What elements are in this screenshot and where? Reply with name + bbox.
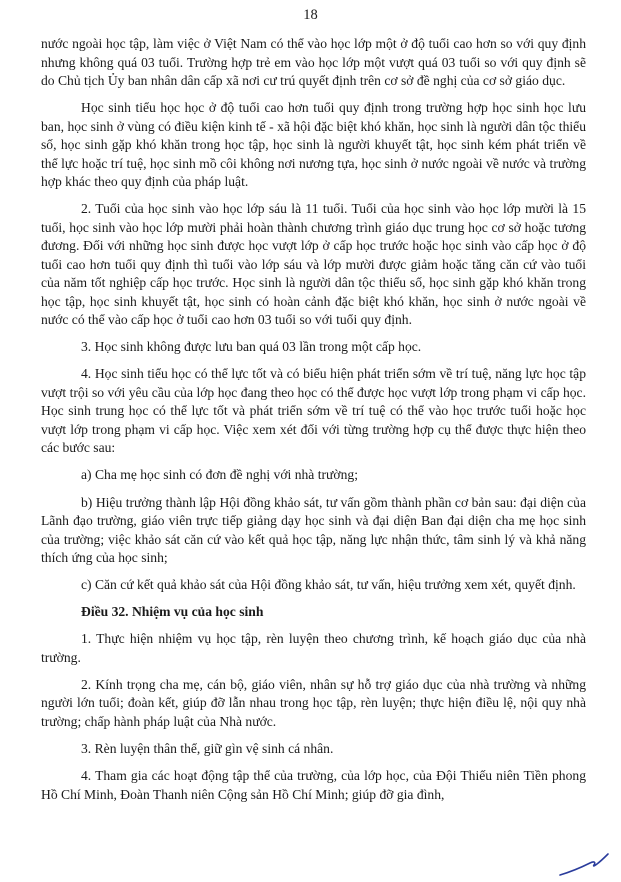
paragraph-continuation: nước ngoài học tập, làm việc ở Việt Nam có thể vào học lớp một ở độ tuổi cao hơn so với quy định nhưng không quá 03 tuổi. Trường hợp trẻ em vào học lớp một vượt quá 03 tuổi so với quy định sẽ do Chủ tịch Ủy ban nhân dân cấp xã nơi cư trú quyết định trên cơ sở đề nghị của cơ sở giáo dục. — [41, 36, 586, 88]
article-clause-2: 2. Kính trọng cha mẹ, cán bộ, giáo viên, nhân sự hỗ trợ giáo dục của nhà trường và những người lớn tuổi; đoàn kết, giúp đỡ lẫn nhau trong học tập, rèn luyện; thực hiện điều lệ, nội quy nhà trường; chấp hành pháp luật của Nhà nước. — [41, 676, 586, 729]
article-heading: Điều 32. Nhiệm vụ của học sinh — [81, 604, 264, 620]
article-clause-3: 3. Rèn luyện thân thể, giữ gìn vệ sinh cá nhân. — [81, 741, 334, 757]
article-clause-4: 4. Tham gia các hoạt động tập thể của trường, của lớp học, của Đội Thiếu niên Tiền phong Hồ Chí Minh, Đoàn Thanh niên Cộng sản Hồ Chí Minh; giúp đỡ gia đình, — [41, 768, 586, 802]
paragraph-clause-4: 4. Học sinh tiểu học có thể lực tốt và có biểu hiện phát triển sớm về trí tuệ, năng lực học tập vượt trội so với yêu cầu của lớp học đang theo học có thể được học vượt lớp trong phạm vi cấp học. Học sinh trung học có thể lực tốt và phát triển sớm về trí tuệ có thể vào học trước tuổi hoặc học vượt lớp trong phạm vi cấp học. Việc xem xét đối với từng trường hợp cụ thể được thực hiện theo các bước sau: — [41, 366, 586, 456]
article-clause-1: 1. Thực hiện nhiệm vụ học tập, rèn luyện theo chương trình, kế hoạch giáo dục của nhà trường. — [41, 631, 586, 665]
paragraph-item-c: c) Căn cứ kết quả khảo sát của Hội đồng khảo sát, tư vấn, hiệu trưởng xem xét, quyết định. — [81, 577, 576, 593]
initial-signature-mark — [556, 848, 612, 878]
paragraph-primary-age: Học sinh tiểu học học ở độ tuổi cao hơn tuổi quy định trong trường hợp học sinh học lưu ban, học sinh ở vùng có điều kiện kinh tế - xã hội đặc biệt khó khăn, học sinh là người dân tộc thiểu số, học sinh gặp khó khăn trong học tập, học sinh là người khuyết tật, học sinh kém phát triển về thể lực hoặc trí tuệ, học sinh mồ côi không nơi nương tựa, học sinh ở nước ngoài về nước và trường hợp khác theo quy định của pháp luật. — [41, 100, 586, 190]
paragraph-item-b: b) Hiệu trưởng thành lập Hội đồng khảo sát, tư vấn gồm thành phần cơ bản sau: đại diện của Lãnh đạo trường, giáo viên trực tiếp giảng dạy học sinh và đại diện Ban đại diện cha mẹ học sinh của trường; việc khảo sát căn cứ vào kết quả học tập, năng lực nhận thức, tâm sinh lý và khả năng thích ứng của học sinh; — [41, 494, 586, 566]
paragraph-clause-2: 2. Tuổi của học sinh vào học lớp sáu là 11 tuổi. Tuổi của học sinh vào học lớp mười là 15 tuổi, học sinh vào học lớp mười phải hoàn thành chương trình giáo dục trung học cơ sở hoặc tương đương. Đối với những học sinh được học vượt lớp ở cấp học trước hoặc học sinh vào cấp học ở độ tuổi cao hơn tuổi quy định thì tuổi vào lớp sáu và lớp mười được giảm hoặc tăng căn cứ vào tuổi của năm tốt nghiệp cấp học trước. Học sinh là người dân tộc thiểu số, học sinh gặp khó khăn trong học tập, học sinh khuyết tật, học sinh có hoàn cảnh đặc biệt khó khăn, học sinh ở nước ngoài về nước có thể vào cấp học ở tuổi cao hơn 03 tuổi so với tuổi quy định. — [41, 201, 586, 328]
paragraph-item-a: a) Cha mẹ học sinh có đơn đề nghị với nhà trường; — [81, 467, 358, 483]
document-body — [41, 35, 586, 813]
paragraph-clause-3: 3. Học sinh không được lưu ban quá 03 lần trong một cấp học. — [81, 339, 422, 355]
page-number: 18 — [303, 7, 318, 23]
